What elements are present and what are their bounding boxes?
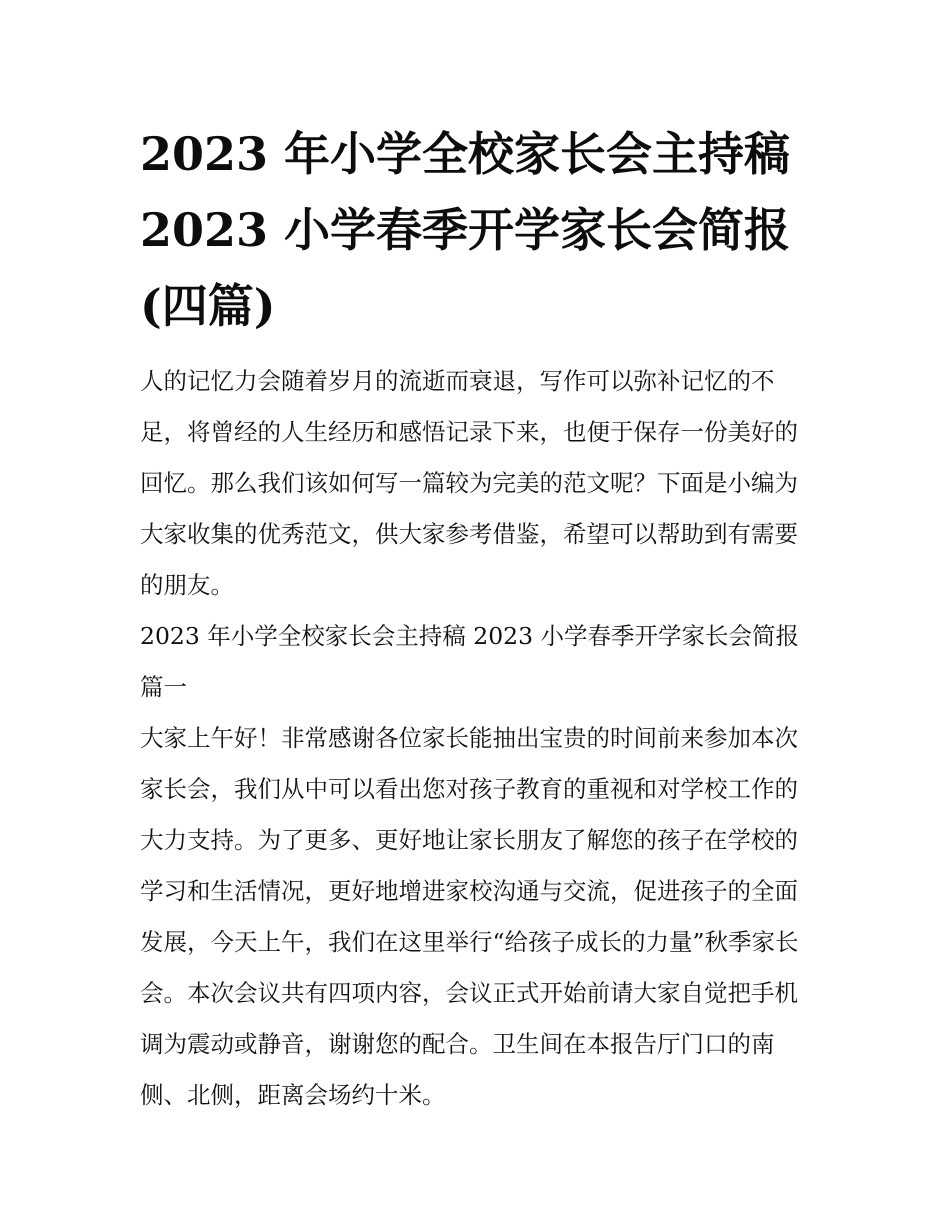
document-content	[140, 116, 812, 1121]
document-title	[140, 116, 812, 344]
body-paragraph: 大家上午好！非常感谢各位家长能抽出宝贵的时间前来参加本次家长会，我们从中可以看出您对孩子教育的重视和对学校工作的大力支持。为了更多、更好地让家长朋友了解您的孩子在学校的学习和生活情况，更好地增进家校沟通与交流，促进孩子的全面发展，今天上午，我们在这里举行“给孩子成长的力量”秋季家长会。本次会议共有四项内容，会议正式开始前请大家自觉把手机调为震动或静音，谢谢您的配合。卫生间在本报告厅门口的南侧、北侧，距离会场约十米。	[140, 724, 799, 1109]
title-line-1: 2023 年小学全校家长会主持稿	[140, 127, 791, 181]
title-line-3: (四篇)	[140, 279, 276, 333]
title-line-2: 2023 小学春季开学家长会简报	[140, 203, 791, 257]
section-heading: 2023 年小学全校家长会主持稿 2023 小学春季开学家长会简报篇一	[140, 622, 800, 701]
intro-paragraph: 人的记忆力会随着岁月的流逝而衰退，写作可以弥补记忆的不足，将曾经的人生经历和感悟记录下来，也便于保存一份美好的回忆。那么我们该如何写一篇较为完美的范文呢？下面是小编为大家收集的优秀范文，供大家参考借鉴，希望可以帮助到有需要的朋友。	[140, 367, 798, 599]
